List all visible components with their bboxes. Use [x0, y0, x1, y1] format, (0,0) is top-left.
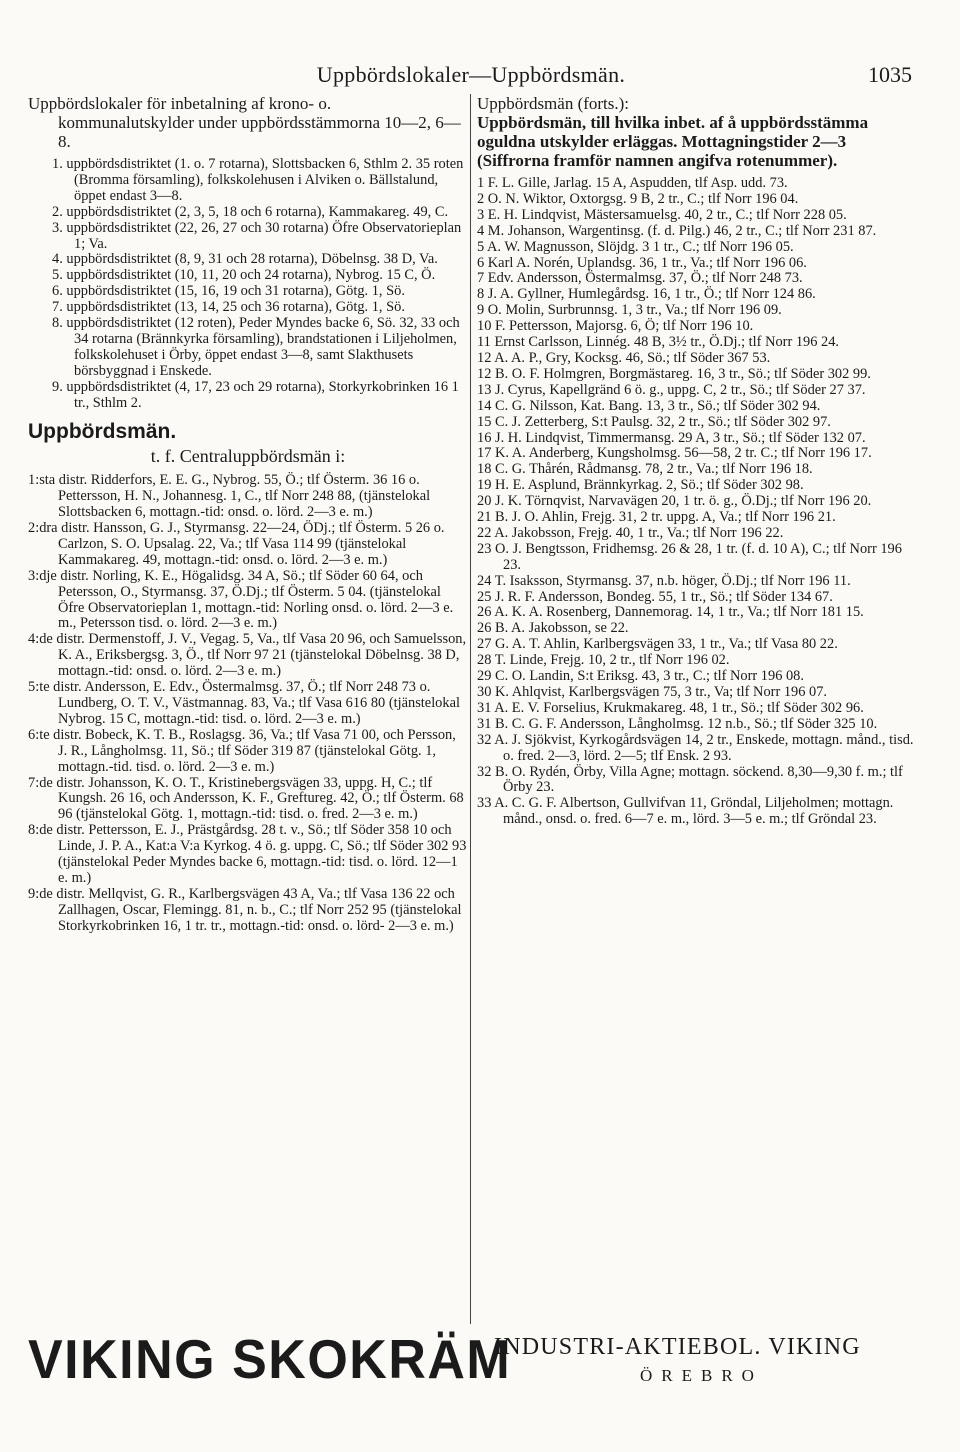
collector-entry: 11 Ernst Carlsson, Linnég. 48 B, 3½ tr., Ö.Dj.; tlf Norr 196 24.	[477, 334, 840, 351]
right-subheading: Uppbördsmän, till hvilka inbet. af å uppbördsstämma oguldna utskylder erläggas. Mottagningstider 2—3 (Siffrorna framför namnen angifva rotenummer).	[477, 113, 869, 170]
collector-entry: 9:de distr. Mellqvist, G. R., Karlbergsvägen 43 A, Va.; tlf Vasa 136 22 och Zallhagen, Oscar, Flemingg. 81, n. b., C.; tlf Norr 252 95 (tjänstelokal Storkyrkobrinken 16, 1 tr. tr., mottagn.-tid: onsd. o. lörd- 2—3 e. m.)	[28, 885, 462, 934]
collector-entry: 33 A. C. G. F. Albertson, Gullvifvan 11, Gröndal, Liljeholmen; mottagn. månd., onsd. o. fred. 6—7 e. m., lörd. 3—5 e. m.; tlf Gröndal 23.	[477, 795, 894, 828]
ad-brand-name: VIKING SKOKRÄM	[28, 1329, 512, 1391]
collector-entry: 29 C. O. Landin, S:t Eriksg. 43, 3 tr., C.; tlf Norr 196 08.	[477, 668, 804, 685]
collector-entry: 23 O. J. Bengtsson, Fridhemsg. 26 & 28, 1 tr. (f. d. 10 A), C.; tlf Norr 196 23.	[477, 540, 902, 573]
collector-entry: 2:dra distr. Hansson, G. J., Styrmansg. 22—24, ÖDj.; tlf Österm. 5 26 o. Carlzon, S. O. Upsalag. 22, Va.; tlf Vasa 114 99 (tjänstelokal Kammakareg. 49, mottagn.-tid: onsd. o. lörd. 2—3 e. m.)	[28, 520, 445, 568]
collector-entry: 9 O. Molin, Surbrunnsg. 1, 3 tr., Va.; tlf Norr 196 09.	[477, 302, 782, 319]
collector-entry: 21 B. J. O. Ahlin, Frejg. 31, 2 tr. uppg. A, Va.; tlf Norr 196 21.	[477, 509, 836, 526]
collector-entry: 8:de distr. Pettersson, E. J., Prästgårdsg. 28 t. v., Sö.; tlf Söder 358 10 och Linde, J. P. A., Kat:a V:a Kyrkog. 4 ö. g. uppg. C, Sö.; tlf Söder 302 93 (tjänstelokal Peder Myndes backe 6, mottagn.-tid: tisd. o. lörd. 12—1 e. m.)	[28, 822, 467, 886]
collector-entry: 22 A. Jakobsson, Frejg. 40, 1 tr., Va.; tlf Norr 196 22.	[477, 524, 784, 541]
collector-entry: 14 C. G. Nilsson, Kat. Bang. 13, 3 tr., Sö.; tlf Söder 302 94.	[477, 397, 821, 414]
collector-entry: 5 A. W. Magnusson, Slöjdg. 3 1 tr., C.; tlf Norr 196 05.	[477, 238, 794, 255]
collector-entry: 5:te distr. Andersson, E. Edv., Östermalmsg. 37, Ö.; tlf Norr 248 73 o. Lundberg, O. T. V., Västmannag. 83, Va.; tlf Vasa 616 80 (tjänstelokal Nybrog. 15 C, mottagn.-tid: tisd. o. lörd. 2—3 e. m.)	[28, 679, 460, 727]
collector-entry: 13 J. Cyrus, Kapellgränd 6 ö. g., uppg. C, 2 tr., Sö.; tlf Söder 27 37.	[477, 381, 866, 398]
left-intro: Uppbördslokaler för inbetalning af krono- o. kommunalutskylder under uppbördsstämmorna 10—2, 6—8.	[28, 94, 461, 151]
collector-entry: 1:sta distr. Ridderfors, E. E. G., Nybrog. 55, Ö.; tlf Österm. 36 16 o. Pettersson, H. N., Johannesg. 1, C., tlf Norr 248 88, (tjänstelokal Slottsbacken 6, mottagn.-tid: onsd. o. lörd. 2—3 e. m.)	[28, 472, 431, 521]
page-number: 1035	[868, 62, 912, 87]
district-entry: 7. uppbördsdistriktet (13, 14, 25 och 36 rotarna), Götg. 1, Sö.	[52, 299, 405, 316]
district-entry: 2. uppbördsdistriktet (2, 3, 5, 18 och 6 rotarna), Kammakareg. 49, C.	[52, 203, 449, 220]
page-header	[30, 62, 912, 92]
advertisement-footer	[28, 1330, 928, 1400]
district-entry: 5. uppbördsdistriktet (10, 11, 20 och 24 rotarna), Nybrog. 15 C, Ö.	[52, 267, 436, 284]
collector-entry: 26 B. A. Jakobsson, se 22.	[477, 620, 629, 637]
ad-city: ÖREBRO	[640, 1366, 763, 1385]
collector-entry: 16 J. H. Lindqvist, Timmermansg. 29 A, 3 tr., Sö.; tlf Söder 132 07.	[477, 429, 866, 446]
district-entry: 9. uppbördsdistriktet (4, 17, 23 och 29 rotarna), Storkyrkobrinken 16 1 tr., Sthlm 2.	[52, 378, 459, 411]
ad-company-name: INDUSTRI-AKTIEBOL. VIKING	[494, 1334, 861, 1360]
district-entry: 1. uppbördsdistriktet (1. o. 7 rotarna), Slottsbacken 6, Sthlm 2. 35 roten (Bromma församling), folkskolehusen i Alviken o. Bällstalund, öppet endast 3—8.	[52, 156, 464, 204]
collector-entry: 17 K. A. Anderberg, Kungsholmsg. 56—58, 2 tr. C.; tlf Norr 196 17.	[477, 445, 872, 462]
collector-entry: 6:te distr. Bobeck, K. T. B., Roslagsg. 36, Va.; tlf Vasa 71 00, och Persson, J. R., Långholmsg. 11, Sö.; tlf Söder 319 87 (tjänstelokal Götg. 1, mottagn.-tid. tisd. o. lörd. 2—3 e. m.)	[28, 726, 456, 775]
collector-entry: 4:de distr. Dermenstoff, J. V., Vegag. 5, Va., tlf Vasa 20 96, och Samuelsson, K. A., Eriksbergsg. 3, Ö., tlf Norr 97 21 (tjänstelokal Döbelnsg. 38 D, mottagn.-tid: onsd. o. lörd. 2—3 e. m.)	[28, 631, 467, 680]
subsection-title: t. f. Centraluppbördsmän i:	[150, 446, 346, 467]
page-title: Uppbördslokaler—Uppbördsmän.	[316, 62, 626, 87]
collector-entry: 6 Karl A. Norén, Uplandsg. 36, 1 tr., Va.; tlf Norr 196 06.	[477, 254, 807, 271]
collector-entry: 28 T. Linde, Frejg. 10, 2 tr., tlf Norr 196 02.	[477, 652, 730, 669]
collector-entry: 12 B. O. F. Holmgren, Borgmästareg. 16, 3 tr., Sö.; tlf Söder 302 99.	[477, 365, 871, 382]
left-column	[28, 94, 468, 1350]
collector-entry: 31 B. C. G. F. Andersson, Långholmsg. 12 n.b., Sö.; tlf Söder 325 10.	[477, 715, 878, 732]
collector-entry: 20 J. K. Törnqvist, Narvavägen 20, 1 tr. ö. g., Ö.Dj.; tlf Norr 196 20.	[477, 493, 872, 510]
collector-entry: 26 A. K. A. Rosenberg, Dannemorag. 14, 1 tr., Va.; tlf Norr 181 15.	[477, 604, 864, 621]
collector-entry: 1 F. L. Gille, Jarlag. 15 A, Aspudden, tlf Asp. udd. 73.	[477, 175, 788, 191]
collector-entry: 24 T. Isaksson, Styrmansg. 37, n.b. höger, Ö.Dj.; tlf Norr 196 11.	[477, 572, 851, 589]
collector-entry: 7:de distr. Johansson, K. O. T., Kristinebergsvägen 33, uppg. H, C.; tlf Kungsh. 26 16, och Andersson, K. F., Greftureg. 42, Ö.; tlf Österm. 68 96 (tjänstelokal Götg. 1, mottagn.-tid: tisd. o. fred. 2—3 e. m.)	[28, 774, 464, 823]
collector-entry: 30 K. Ahlqvist, Karlbergsvägen 75, 3 tr., Va; tlf Norr 196 07.	[477, 684, 828, 700]
collector-entry: 25 J. R. F. Andersson, Bondeg. 55, 1 tr., Sö.; tlf Söder 134 67.	[477, 588, 833, 605]
collector-entry: 18 C. G. Thårén, Rådmansg. 78, 2 tr., Va.; tlf Norr 196 18.	[477, 461, 813, 478]
collector-entry: 19 H. E. Asplund, Brännkyrkag. 2, Sö.; tlf Söder 302 98.	[477, 477, 804, 494]
collector-entry: 15 C. J. Zetterberg, S:t Paulsg. 32, 2 tr., Sö.; tlf Söder 302 97.	[477, 413, 831, 430]
district-entry: 8. uppbördsdistriktet (12 roten), Peder Myndes backe 6, Sö. 32, 33 och 34 rotarna (Brännkyrka församling), brandstationen i Liljeholmen, folkskolehuset i Örby, öppet endast 3—8, samt Slakthusets börsbyggnad i Enskede.	[52, 315, 460, 379]
column-divider	[470, 94, 471, 1324]
district-entry: 6. uppbördsdistriktet (15, 16, 19 och 31 rotarna), Götg. 1, Sö.	[52, 283, 405, 300]
collector-entry: 7 Edv. Andersson, Östermalmsg. 37, Ö.; tlf Norr 248 73.	[477, 270, 803, 287]
collector-entry: 32 B. O. Rydén, Örby, Villa Agne; mottagn. söckend. 8,30—9,30 f. m.; tlf Örby 23.	[477, 763, 903, 796]
collector-entry: 27 G. A. T. Ahlin, Karlbergsvägen 33, 1 tr., Va.; tlf Vasa 80 22.	[477, 636, 838, 653]
collector-entry: 3 E. H. Lindqvist, Mästersamuelsg. 40, 2 tr., C.; tlf Norr 228 05.	[477, 206, 847, 223]
collector-entry: 2 O. N. Wiktor, Oxtorgsg. 9 B, 2 tr., C.; tlf Norr 196 04.	[477, 190, 799, 207]
district-entry: 3. uppbördsdistriktet (22, 26, 27 och 30 rotarna) Öfre Observatorieplan 1; Va.	[52, 219, 462, 252]
collector-entry: 8 J. A. Gyllner, Humlegårdsg. 16, 1 tr., Ö.; tlf Norr 124 86.	[477, 286, 816, 303]
section-title: Uppbördsmän.	[28, 419, 177, 443]
district-entry: 4. uppbördsdistriktet (8, 9, 31 och 28 rotarna), Döbelnsg. 38 D, Va.	[52, 251, 438, 268]
collector-entry: 32 A. J. Sjökvist, Kyrkogårdsvägen 14, 2 tr., Enskede, mottagn. månd., tisd. o. fred. 2—3, lörd. 2—5; tlf Ensk. 2 93.	[477, 731, 914, 764]
collector-entry: 31 A. E. V. Forselius, Krukmakareg. 48, 1 tr., Sö.; tlf Söder 302 96.	[477, 699, 864, 716]
collector-entry: 3:dje distr. Norling, K. E., Högalidsg. 34 A, Sö.; tlf Söder 60 64, och Petersson, O., Styrmansg. 37, Ö.Dj.; tlf Österm. 5 04. (tjänstelokal Öfre Observatorieplan 1, mottagn.-tid: Norling onsd. o. lörd. 2—3 e. m., Petersson tisd. o. lörd. 2—3 e. m.)	[28, 567, 454, 632]
collector-entry: 12 A. A. P., Gry, Kocksg. 46, Sö.; tlf Söder 367 53.	[477, 349, 771, 366]
collector-entry: 10 F. Pettersson, Majorsg. 6, Ö; tlf Norr 196 10.	[477, 318, 754, 335]
collector-entry: 4 M. Johanson, Wargentinsg. (f. d. Pilg.) 46, 2 tr., C.; tlf Norr 231 87.	[477, 222, 877, 239]
right-column	[477, 94, 917, 1350]
continued-heading: Uppbördsmän (forts.):	[477, 94, 630, 113]
